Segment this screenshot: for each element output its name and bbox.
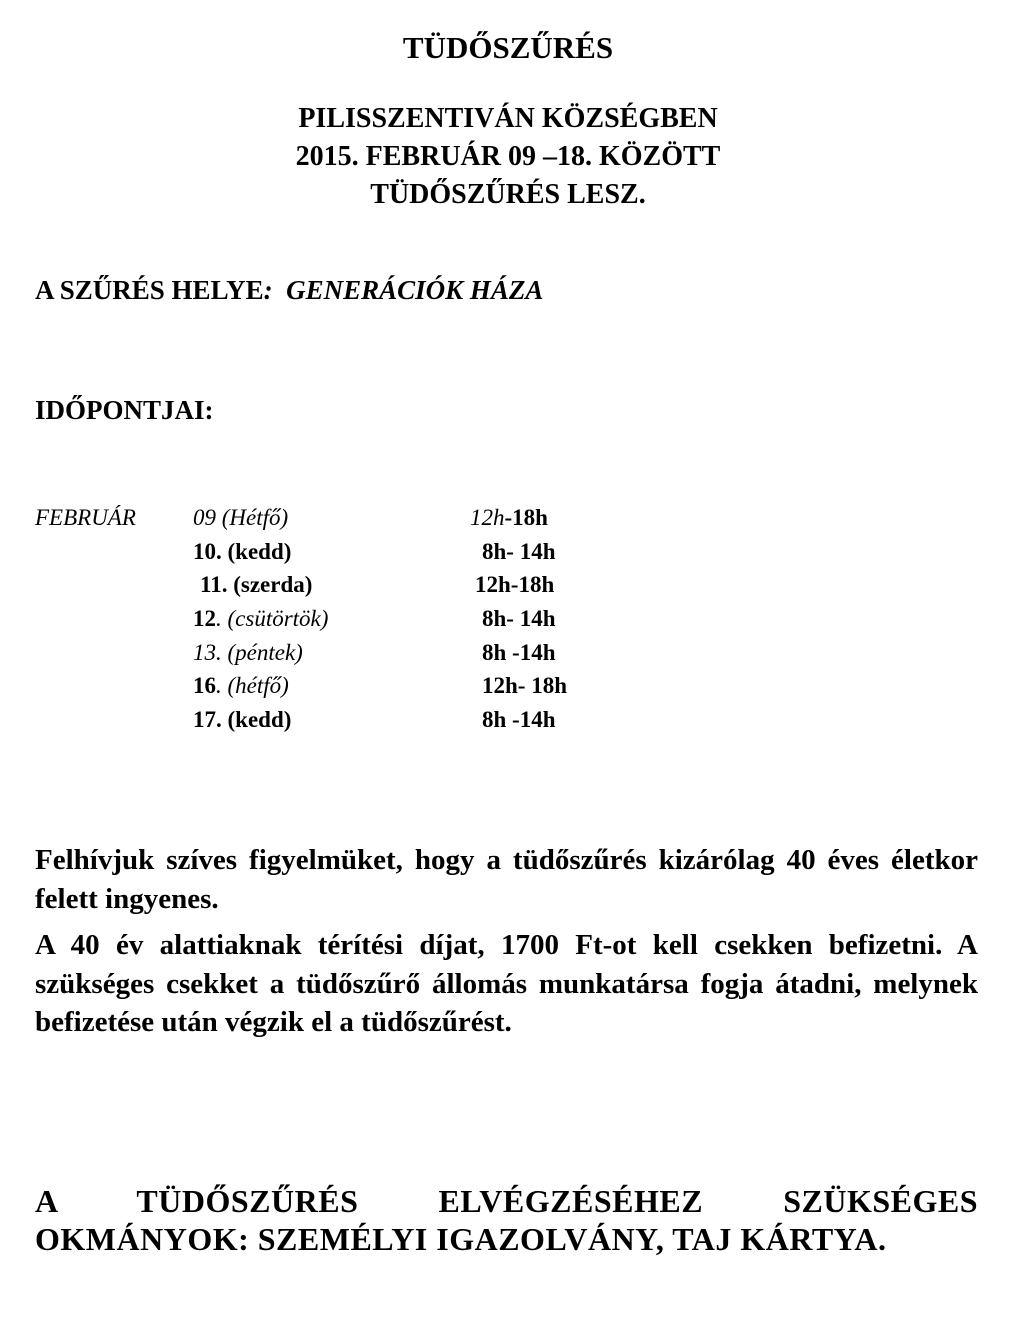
required-documents: A TÜDŐSZŰRÉS ELVÉGZÉSÉHEZ SZÜKSÉGES OKMÁNYOK: SZEMÉLYI IGAZOLVÁNY, TAJ KÁRTYA.	[35, 1183, 978, 1257]
location-colon: :	[263, 275, 273, 305]
location-value: GENERÁCIÓK HÁZA	[286, 275, 544, 305]
page-title: TÜDŐSZŰRÉS	[402, 30, 614, 65]
schedule-month: FEBRUÁR	[35, 505, 136, 530]
subtitle-line-village: PILISSZENTIVÁN KÖZSÉGBEN	[298, 103, 718, 134]
schedule-hours: 12h- 18h	[482, 673, 567, 698]
schedule-hours: 8h -14h	[482, 707, 556, 732]
schedule-hours: 12h-18h	[470, 505, 548, 530]
schedule-hours: 8h- 14h	[482, 606, 556, 631]
subtitle-line-dates: 2015. FEBRUÁR 09 –18. KÖZÖTT	[295, 141, 721, 172]
schedule-day: 13. (péntek)	[193, 640, 303, 665]
subtitle-line-announcement: TÜDŐSZŰRÉS LESZ.	[370, 179, 646, 210]
schedule-day: 09 (Hétfő)	[193, 505, 289, 530]
free-screening-notice: Felhívjuk szíves figyelmüket, hogy a tüdőszűrés kizárólag 40 éves életkor felett ingyenes.	[35, 844, 978, 915]
schedule-day: 17. (kedd)	[193, 707, 292, 732]
schedule-hours: 8h- 14h	[482, 539, 556, 564]
schedule-day: 11. (szerda)	[200, 572, 313, 597]
fee-notice: A 40 év alattiaknak térítési díjat, 1700 Ft-ot kell csekken befizetni. A szükséges csekket a tüdőszűrő állomás munkatársa fogja átadni, melynek befizetése után végzik el a tüdőszűrést.	[35, 929, 978, 1038]
schedule-day: 12. (csütörtök)	[193, 606, 329, 631]
schedule-hours: 12h-18h	[475, 572, 555, 597]
schedule-day: 10. (kedd)	[193, 539, 292, 564]
schedule-day: 16. (hétfő)	[193, 673, 289, 698]
schedule-hours: 8h -14h	[482, 640, 556, 665]
screening-location	[35, 273, 543, 307]
location-label: A SZŰRÉS HELYE	[35, 275, 264, 305]
times-heading: IDŐPONTJAI:	[35, 395, 214, 425]
